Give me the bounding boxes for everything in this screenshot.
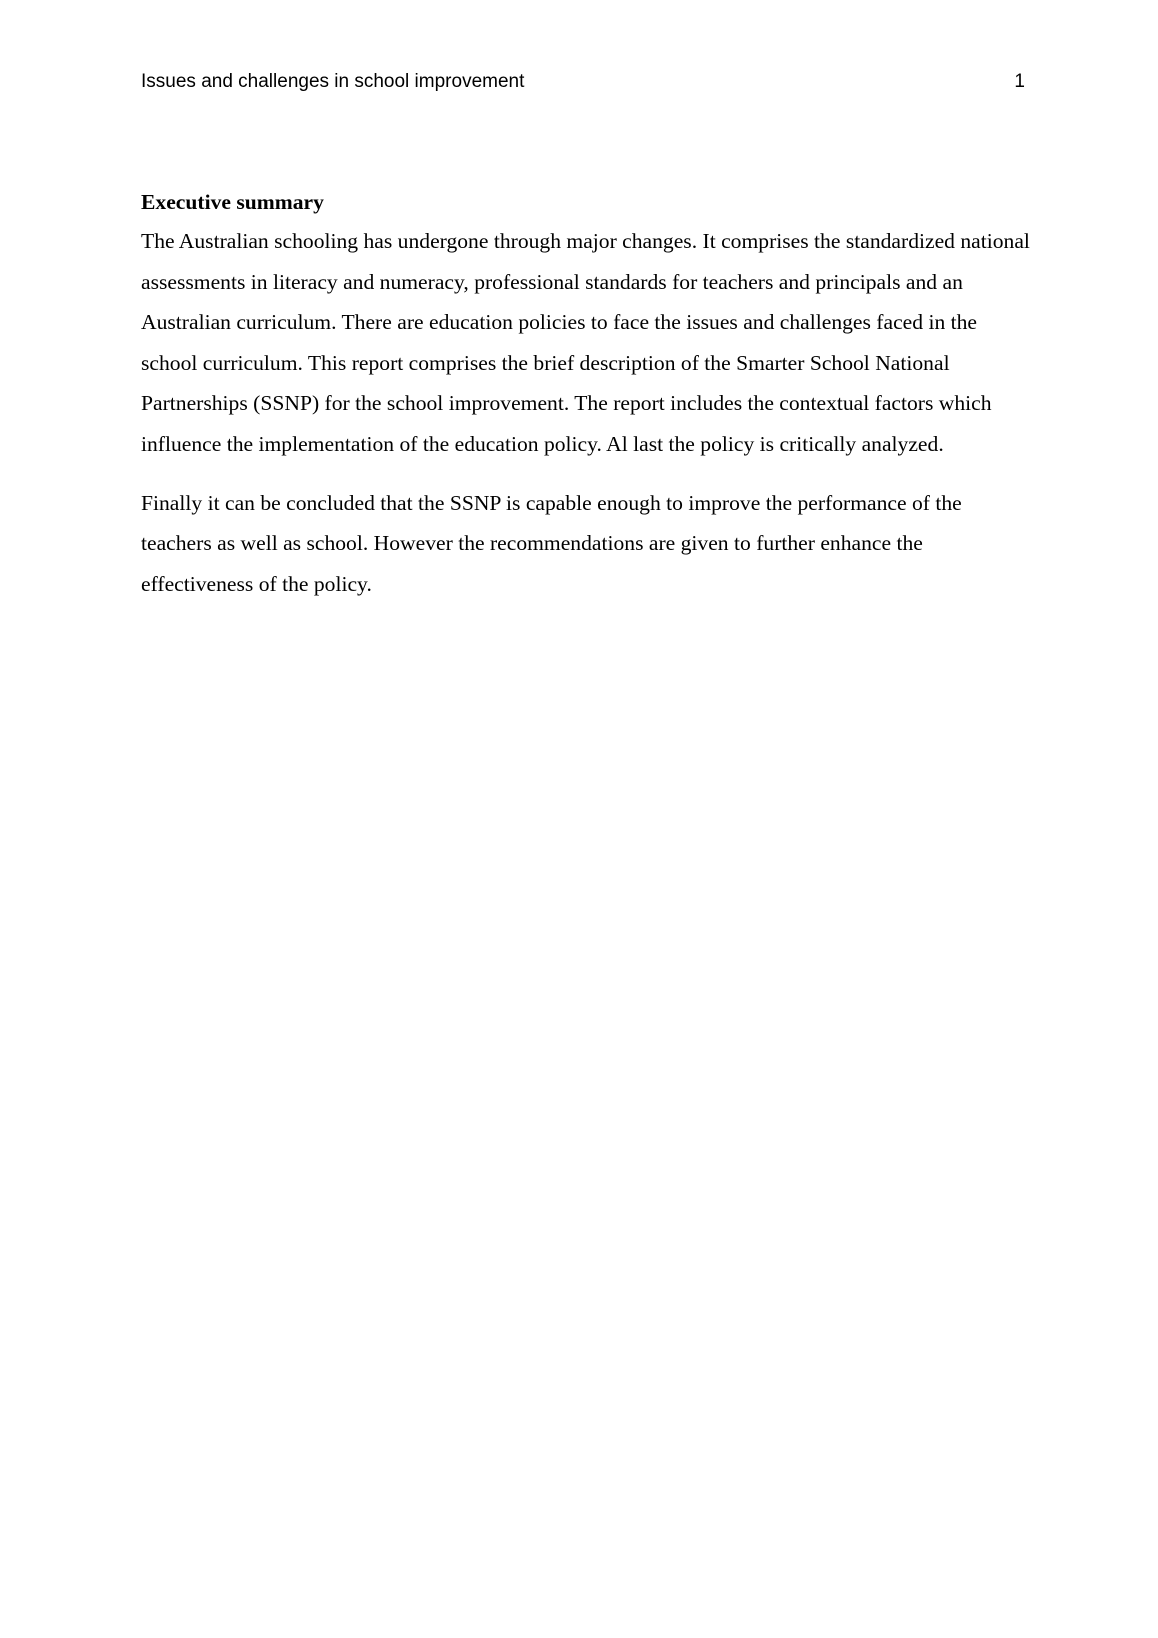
body-paragraph: Finally it can be concluded that the SSNP is capable enough to improve the performance of the teachers as well as school. However the recommendations are given to further enhance the effectiveness of the policy. (141, 490, 962, 596)
running-head: Issues and challenges in school improvement (141, 71, 525, 92)
executive-summary-section (141, 187, 1031, 604)
page-number: 1 (1014, 71, 1025, 92)
body-paragraph: The Australian schooling has undergone through major changes. It comprises the standardized national assessments in literacy and numeracy, professional standards for teachers and principals and an Australian curriculum. There are education policies to face the issues and challenges faced in the school curriculum. This report comprises the brief description of the Smarter School National Partnerships (SSNP) for the school improvement. The report includes the contextual factors which influence the implementation of the education policy. Al last the policy is critically analyzed. (141, 229, 1030, 456)
page-header (141, 70, 1027, 94)
section-heading: Executive summary (141, 190, 324, 214)
